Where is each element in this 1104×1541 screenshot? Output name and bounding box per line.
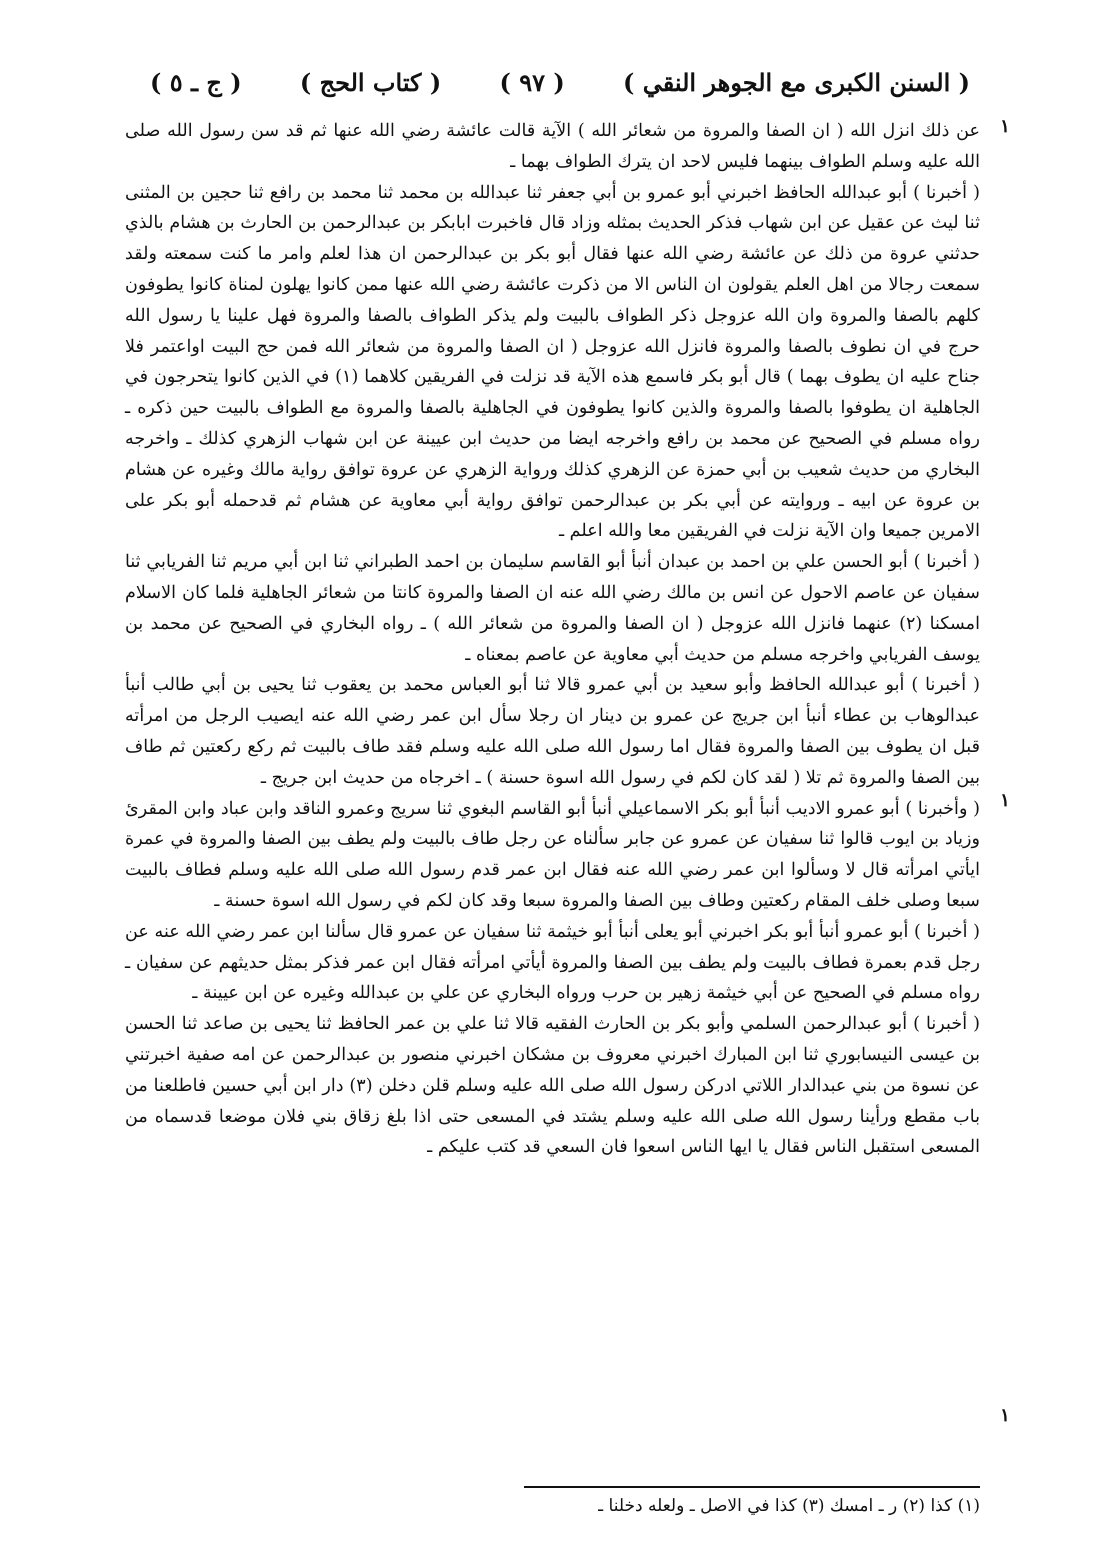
footnotes: (١) كذا (٢) ر ـ امسك (٣) كذا في الاصل ـ ولعله دخلنا ـ <box>598 1496 980 1516</box>
chapter-title: ( كتاب الحج ) <box>299 67 442 97</box>
paragraph: ( أخبرنا ) أبو الحسن علي بن احمد بن عبدان أنبأ أبو القاسم سليمان بن احمد الطبراني ثنا ابن أبي مريم ثنا الفريابي ثنا سفيان عن عاصم الاحول عن انس بن مالك رضي الله عنه ان الصفا والمروة كانتا من شعائر الجاهلية فلما كان الاسلام امسكنا (٢) عنهما فانزل الله عزوجل ( ان الصفا والمروة من شعائر الله ) ـ رواه البخاري في الصحيح عن محمد بن يوسف الفريابي واخرجه مسلم من حديث أبي معاوية عن عاصم بمعناه ـ <box>125 552 980 665</box>
margin-mark: ١ <box>1000 790 1010 811</box>
margin-mark: ١ <box>1000 1405 1010 1426</box>
footnote-divider <box>524 1486 980 1488</box>
paragraph: ( أخبرنا ) أبو عبدالله الحافظ اخبرني أبو عمرو بن أبي جعفر ثنا عبدالله بن محمد ثنا محمد بن رافع ثنا حجين بن المثنى ثنا ليث عن عقيل عن ابن شهاب فذكر الحديث بمثله وزاد قال فاخبرت ابابكر بن عبدالرحمن بن الحارث بن هشام بالذي حدثني عروة من ذلك عن عائشة رضي الله عنها فقال أبو بكر بن عبدالرحمن ان هذا لعلم وامر ما كنت سمعته ولقد سمعت رجالا من اهل العلم يقولون ان الناس الا من ذكرت عائشة رضي الله عنها ممن كانوا يهلون لمناة كانوا يطوفون كلهم بالصفا والمروة وان الله عزوجل ذكر الطواف بالبيت ولم يذكر الطواف بالصفا والمروة فهل علينا يا رسول الله حرج في ان نطوف بالصفا والمروة فانزل الله عزوجل ( ان الصفا والمروة من شعائر الله فمن حج البيت اواعتمر فلا جناح عليه ان يطوف بهما ) قال أبو بكر فاسمع هذه الآية قد نزلت في الفريقين كلاهما (١) في الذين كانوا يتحرجون في الجاهلية ان يطوفوا بالصفا والمروة والذين كانوا يطوفون في الجاهلية بالصفا والمروة مع الطواف بالبيت حين ذكره ـ رواه مسلم في الصحيح عن محمد بن رافع واخرجه ايضا من حديث ابن عيينة عن ابن شهاب الزهري كذلك ـ واخرجه البخاري من حديث شعيب بن أبي حمزة عن الزهري كذلك ورواية الزهري عن عروة توافق رواية مالك وغيره عن هشام بن عروة عن ابيه ـ وروايته عن أبي بكر بن عبدالرحمن توافق رواية أبي معاوية عن هشام ثم قدحمله أبو بكر على الامرين جميعا وان الآية نزلت في الفريقين معا والله اعلم ـ <box>125 182 980 542</box>
main-text <box>125 116 980 1163</box>
page-number: ( ٩٧ ) <box>499 67 565 97</box>
margin-mark: ١ <box>1000 116 1010 137</box>
paragraph: ( أخبرنا ) أبو عمرو أنبأ أبو بكر اخبرني أبو يعلى أنبأ أبو خيثمة ثنا سفيان عن عمرو قال سألنا ابن عمر رضي الله عنه عن رجل قدم بعمرة فطاف بالبيت ولم يطف بين الصفا والمروة أيأتي امرأته فقال ابن عمر فذكر بمثل حديثهم عن سفيان ـ رواه مسلم في الصحيح عن أبي خيثمة زهير بن حرب ورواه البخاري عن علي بن عبدالله وغيره عن ابن عيينة ـ <box>125 921 980 1004</box>
paragraph: عن ذلك انزل الله ( ان الصفا والمروة من شعائر الله ) الآية قالت عائشة رضي الله عنها ثم قد سن رسول الله صلى الله عليه وسلم الطواف بينهما فليس لاحد ان يترك الطواف بهما ـ <box>125 121 980 172</box>
page-header <box>150 64 970 100</box>
book-title: ( السنن الكبرى مع الجوهر النقي ) <box>622 67 970 97</box>
paragraph: ( أخبرنا ) أبو عبدالرحمن السلمي وأبو بكر بن الحارث الفقيه قالا ثنا علي بن عمر الحافظ ثنا يحيى بن صاعد ثنا الحسن بن عيسى النيسابوري ثنا ابن المبارك اخبرني معروف بن مشكان اخبرني منصور بن عبدالرحمن عن امه صفية اخبرتني عن نسوة من بني عبدالدار اللاتي ادركن رسول الله صلى الله عليه وسلم قلن دخلن (٣) دار ابن أبي حسين فاطلعنا من باب مقطع ورأينا رسول الله صلى الله عليه وسلم يشتد في المسعى حتى اذا بلغ زقاق بني فلان موضعا قدسماه من المسعى استقبل الناس فقال يا ايها الناس اسعوا فان السعي قد كتب عليكم ـ <box>125 1014 980 1158</box>
volume-number: ( ج ـ ٥ ) <box>150 67 242 97</box>
paragraph: ( أخبرنا ) أبو عبدالله الحافظ وأبو سعيد بن أبي عمرو قالا ثنا أبو العباس محمد بن يعقوب ثنا يحيى بن أبي طالب أنبأ عبدالوهاب بن عطاء أنبأ ابن جريج عن عمرو بن دينار ان رجلا سأل ابن عمر رضي الله عنه ايصيب الرجل من امرأته قبل ان يطوف بين الصفا والمروة فقال اما رسول الله صلى الله عليه وسلم فقد طاف بالبيت ثم ركع ركعتين ثم طاف بين الصفا والمروة ثم تلا ( لقد كان لكم في رسول الله اسوة حسنة ) ـ اخرجاه من حديث ابن جريج ـ <box>125 675 980 788</box>
paragraph: ( وأخبرنا ) أبو عمرو الاديب أنبأ أبو بكر الاسماعيلي أنبأ أبو القاسم البغوي ثنا سريج وعمرو الناقد وابن عباد وابن المقرئ وزياد بن ايوب قالوا ثنا سفيان عن عمرو عن جابر سألناه عن رجل طاف بالبيت ولم يطف بين الصفا والمروة في عمرة ايأتي امرأته قال لا وسألوا ابن عمر رضي الله عنه فقال ابن عمر قدم رسول الله صلى الله عليه وسلم فطاف بالبيت سبعا وصلى خلف المقام ركعتين وطاف بين الصفا والمروة سبعا وقد كان لكم في رسول الله اسوة حسنة ـ <box>125 798 980 911</box>
